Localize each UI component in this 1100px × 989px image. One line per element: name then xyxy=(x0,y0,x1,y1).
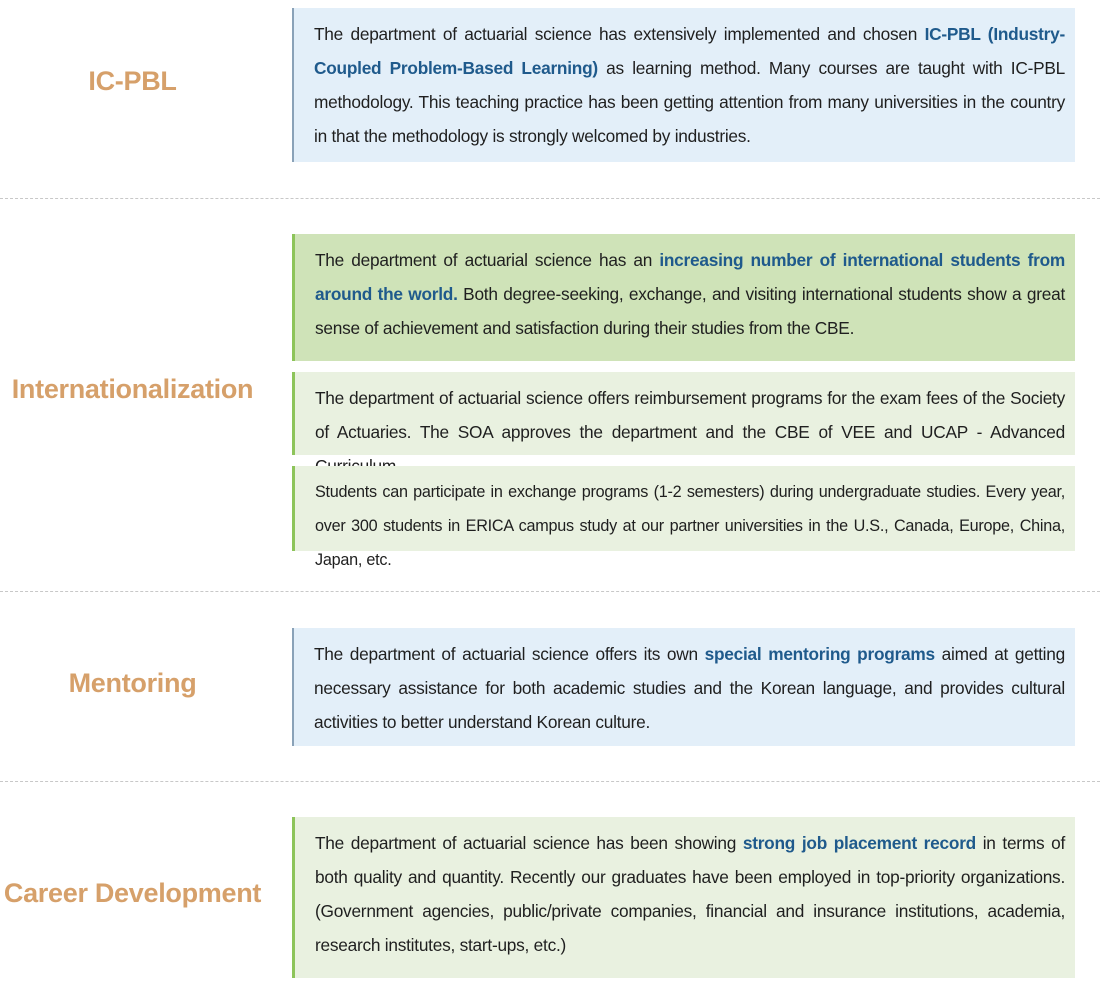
card-text: The department of actuarial science offers its own xyxy=(314,644,705,664)
section-divider xyxy=(0,591,1100,592)
card-highlight: strong job placement record xyxy=(742,833,976,853)
card-text: The department of actuarial science has been showing xyxy=(315,833,743,853)
section-title-ic-pbl: IC-PBL xyxy=(88,66,177,96)
exchange-programs-card xyxy=(292,466,1075,569)
section-title-career-development: Career Development xyxy=(3,878,262,908)
international-students-card xyxy=(292,234,1075,361)
soa-reimbursement-card xyxy=(292,372,1075,455)
card-highlight: IC-PBL (Industry-Coupled Problem-Based Learning) xyxy=(314,24,1065,78)
section-divider xyxy=(0,198,1100,199)
ic-pbl-card xyxy=(292,8,1075,162)
section-title-internationalization: Internationalization xyxy=(11,374,254,404)
section-divider xyxy=(0,781,1100,782)
card-highlight: increasing number of international students from around the world. xyxy=(315,250,1065,304)
card-text: Both degree-seeking, exchange, and visiting international students show a great sense of achievement and satisfaction during their studies from the CBE. xyxy=(315,284,1065,338)
card-highlight: special mentoring programs xyxy=(704,644,935,664)
card-text: as learning method. Many courses are taught with IC-PBL methodology. This teaching practice has been getting attention from many universities in the country in that the methodology is strongly welcomed by industries. xyxy=(314,58,1065,146)
card-text: in terms of both quality and quantity. Recently our graduates have been employed in top-priority organizations. (Government agencies, public/private companies, financial and insurance institutions, academia, research institutes, start-ups, etc.) xyxy=(315,833,1065,955)
card-text: Students can participate in exchange programs (1-2 semesters) during undergraduate studies. Every year, over 300 students in ERICA campus study at our partner universities in the U.S., Canada, Europe, China, Japan, etc. xyxy=(315,483,1065,569)
card-text: The department of actuarial science has an xyxy=(315,250,660,270)
career-development-card xyxy=(292,817,1075,978)
card-text: The department of actuarial science has extensively implemented and chosen xyxy=(314,24,925,44)
card-text: aimed at getting necessary assistance for both academic studies and the Korean language, and provides cultural activities to better understand Korean culture. xyxy=(314,644,1065,732)
mentoring-card xyxy=(292,628,1075,746)
section-title-mentoring: Mentoring xyxy=(68,668,197,698)
card-text: The department of actuarial science offers reimbursement programs for the exam fees of the Society of Actuaries. The SOA approves the department and the CBE of VEE and UCAP - Advanced xyxy=(315,388,1065,442)
